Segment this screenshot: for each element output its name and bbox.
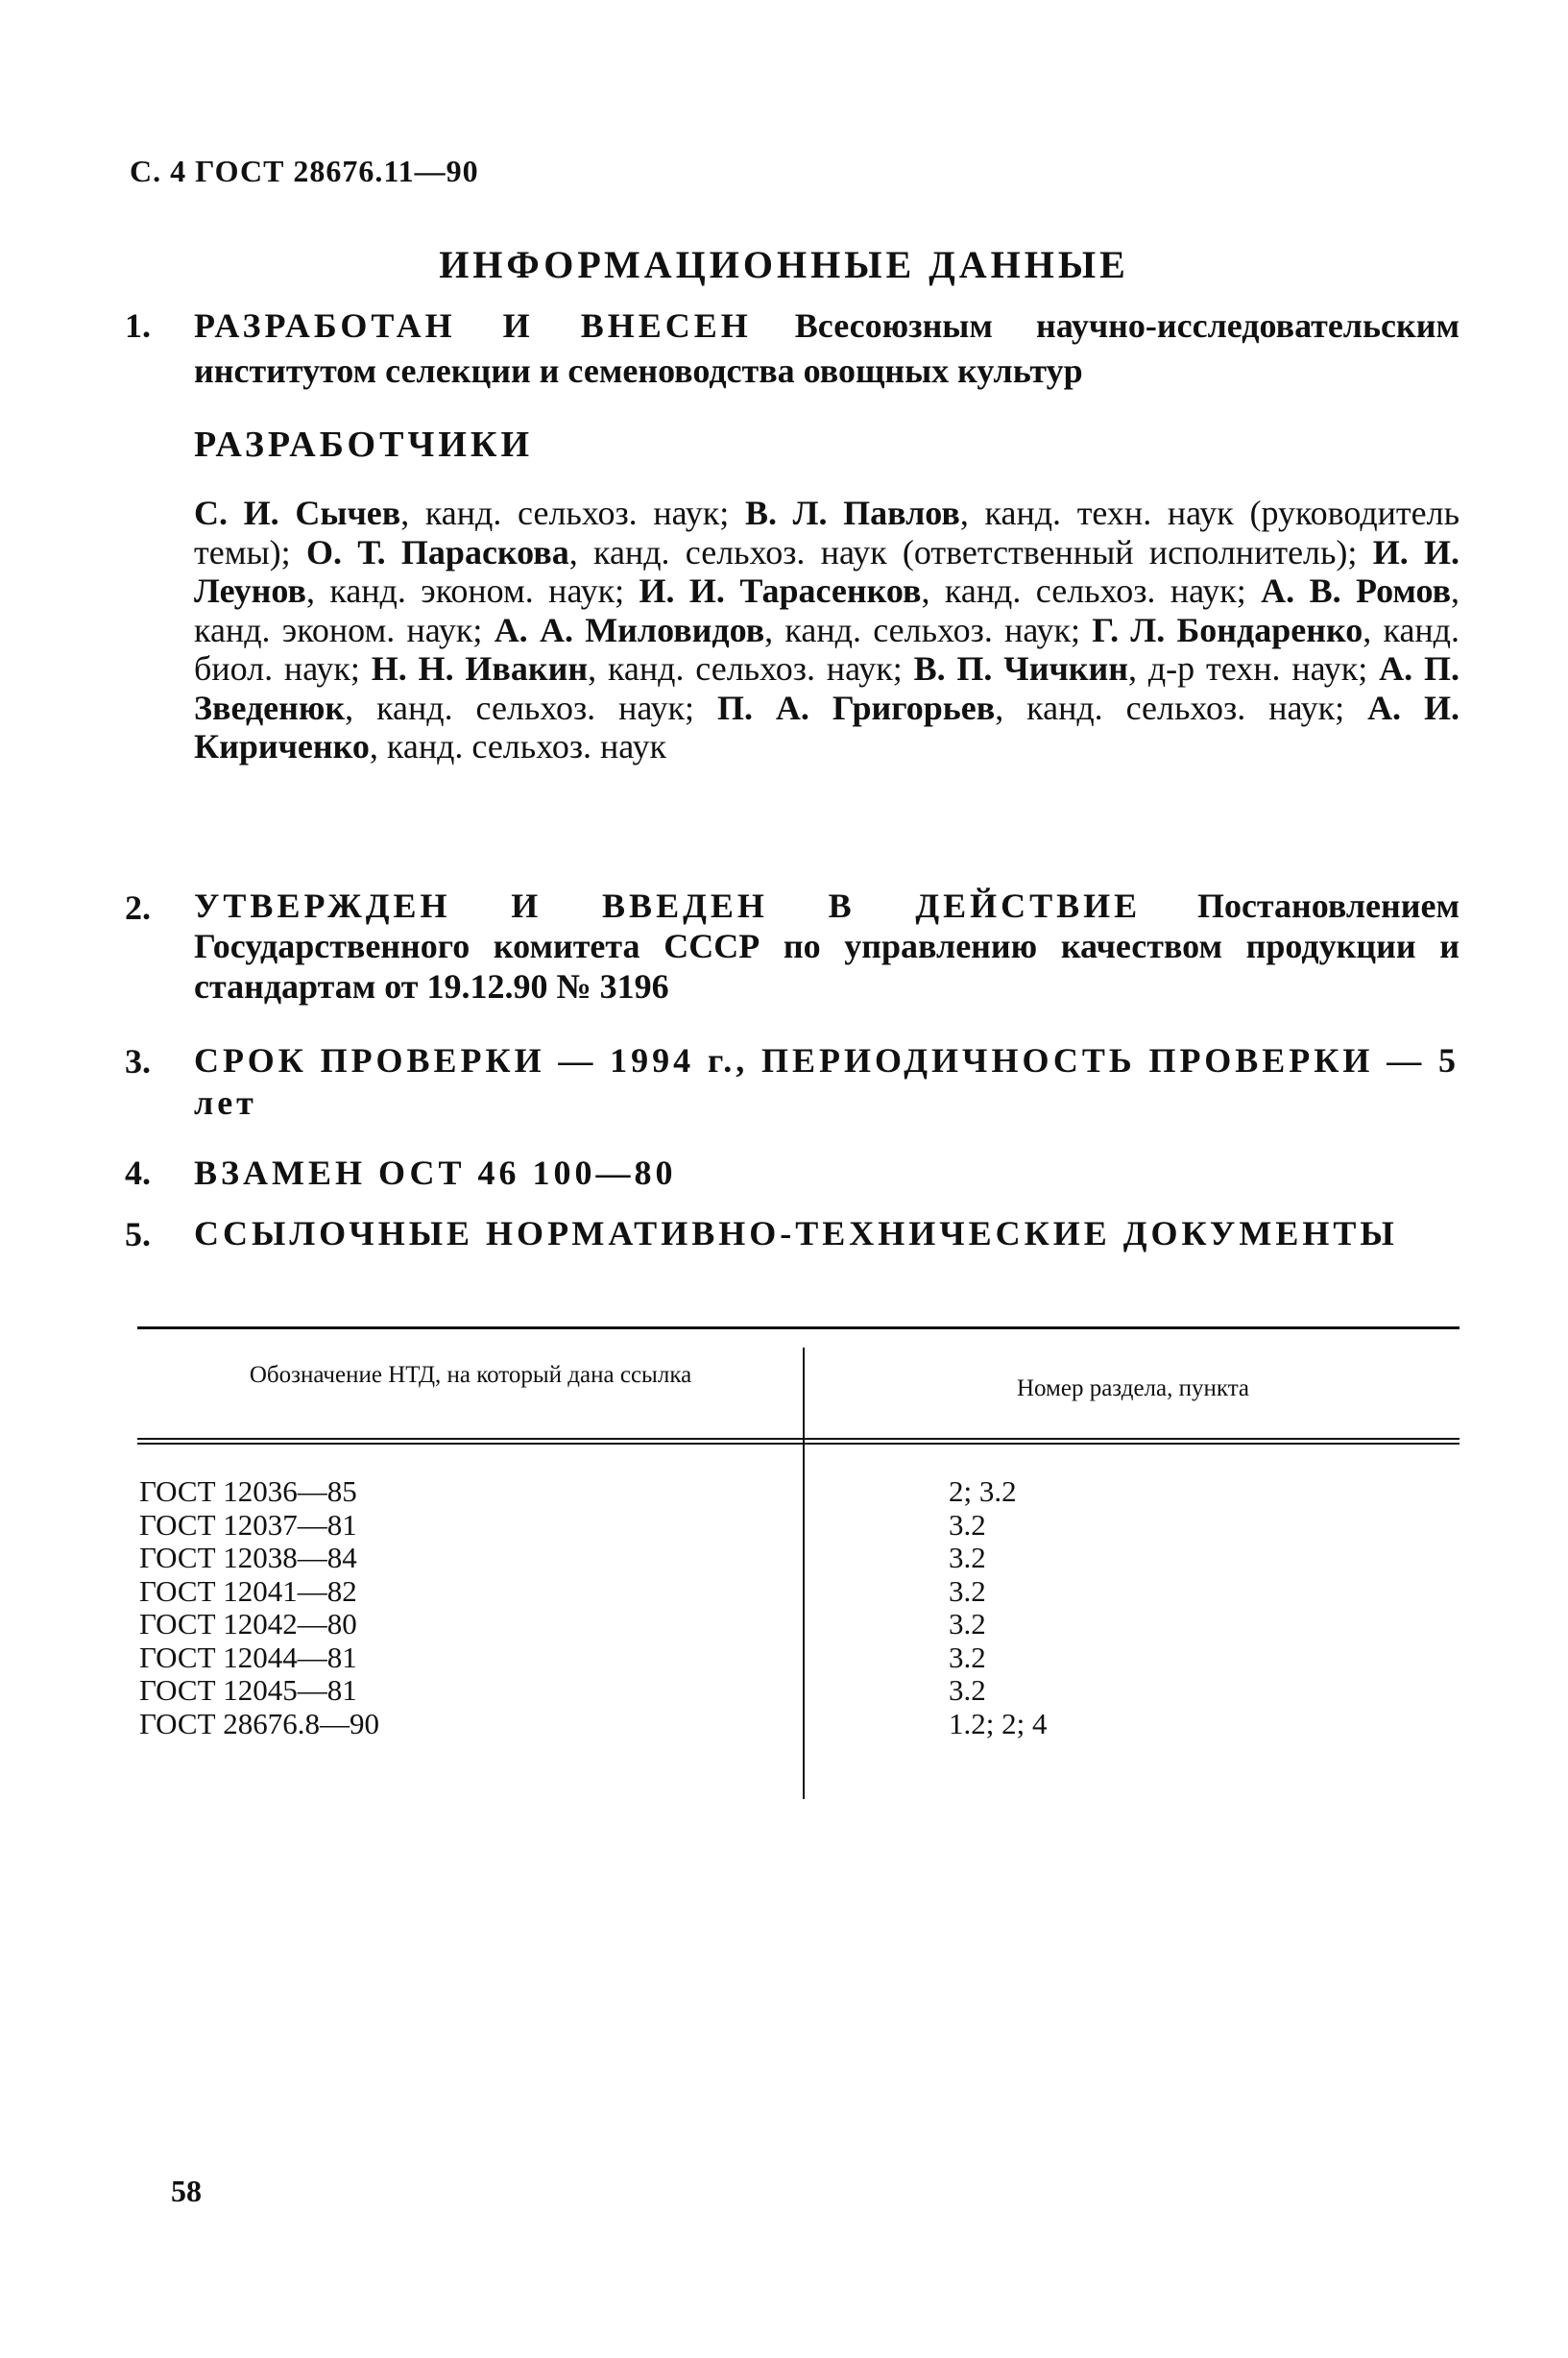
developer-role: , канд. сельхоз. наук;	[345, 688, 717, 727]
item-2	[125, 886, 1459, 1007]
developers-list	[194, 494, 1459, 766]
item-2-heading: УТВЕРЖДЕН И ВВЕДЕН В ДЕЙСТВИЕ	[194, 887, 1142, 925]
item-4-text: ВЗАМЕН ОСТ 46 100—80	[194, 1154, 677, 1192]
item-3-text: СРОК ПРОВЕРКИ — 1994 г., ПЕРИОДИЧНОСТЬ ПРОВЕРКИ — 5 лет	[194, 1041, 1459, 1122]
developer-name: И. И. Леунов	[194, 532, 1459, 610]
item-1-heading: РАЗРАБОТАН И ВНЕСЕН	[194, 306, 752, 345]
developer-role: , канд. сельхоз. наук;	[588, 649, 914, 688]
table-column-divider	[803, 1348, 805, 1799]
developer-name: Н. Н. Ивакин	[371, 649, 589, 688]
table-cell-designation: ГОСТ 12044—81	[139, 1640, 357, 1674]
developer-role: , канд. сельхоз. наук;	[400, 494, 745, 532]
developer-role: , канд. сельхоз. наук;	[995, 688, 1368, 727]
developer-role: , канд. сельхоз. наук (ответственный исполнитель);	[568, 532, 1373, 571]
table-cell-section: 3.2	[949, 1640, 986, 1674]
table-cell-section: 3.2	[949, 1673, 986, 1707]
table-cell-section: 3.2	[949, 1607, 986, 1641]
item-2-number: 2.	[125, 888, 151, 927]
table-cell-designation: ГОСТ 12041—82	[139, 1573, 357, 1608]
table-cell-designation: ГОСТ 12042—80	[139, 1607, 357, 1641]
page-header: С. 4 ГОСТ 28676.11—90	[130, 154, 479, 188]
developer-role: , канд. сельхоз. наук;	[764, 610, 1093, 649]
item-5	[125, 1212, 1459, 1254]
table-column-designations	[139, 1475, 763, 1740]
table-header-rule-2	[137, 1443, 1459, 1445]
developer-role: , канд. эконом. наук;	[305, 571, 639, 610]
developer-name: О. Т. Параскова	[305, 532, 569, 571]
table-header-rule-1	[137, 1438, 1459, 1440]
developer-name: А. В. Ромов	[1261, 571, 1452, 610]
developer-role: , канд. эконом. наук;	[194, 571, 1460, 649]
developer-name: Г. Л. Бондаренко	[1092, 610, 1363, 649]
document-title: ИНФОРМАЦИОННЫЕ ДАННЫЕ	[439, 243, 1129, 286]
developer-name: С. И. Сычев	[194, 494, 401, 532]
table-cell-designation: ГОСТ 28676.8—90	[139, 1706, 380, 1740]
table-cell-designation: ГОСТ 12045—81	[139, 1673, 357, 1707]
developer-name: А. П. Зведенюк	[194, 649, 1459, 727]
item-2-text: Постановлением Государственного комитета СССР по управлению качеством продукции и стандартам от 19.12.90 № 3196	[194, 887, 1460, 1006]
table-cell-designation: ГОСТ 12036—85	[139, 1474, 357, 1508]
item-5-text: ССЫЛОЧНЫЕ НОРМАТИВНО-ТЕХНИЧЕСКИЕ ДОКУМЕНТЫ	[194, 1214, 1398, 1252]
item-3-number: 3.	[125, 1042, 151, 1081]
table-cell-section: 3.2	[949, 1507, 986, 1542]
developer-role: , д-р техн. наук;	[1127, 649, 1380, 688]
item-1-text: Всесоюзным научно-исследовательским институтом селекции и семеноводства овощных культур	[194, 306, 1460, 390]
developer-role: , канд. техн. наук (руководитель темы);	[194, 494, 1460, 571]
developer-name: В. Л. Павлов	[744, 494, 960, 532]
developer-role: , канд. сельхоз. наук;	[921, 571, 1262, 610]
table-cell-section: 1.2; 2; 4	[949, 1706, 1048, 1740]
item-4-number: 4.	[125, 1154, 151, 1192]
item-3	[125, 1039, 1459, 1124]
table-top-rule	[137, 1326, 1459, 1329]
table-header-designation: Обозначение НТД, на который дана ссылка	[249, 1362, 692, 1388]
page-number: 58	[171, 2174, 202, 2208]
developer-name: А. И. Кириченко	[194, 688, 1460, 766]
table-column-sections	[949, 1475, 1429, 1740]
developers-heading: РАЗРАБОТЧИКИ	[194, 425, 534, 465]
table-cell-designation: ГОСТ 12037—81	[139, 1507, 357, 1542]
developer-name: А. А. Миловидов	[494, 610, 765, 649]
developer-name: В. П. Чичкин	[913, 649, 1128, 688]
table-cell-section: 2; 3.2	[949, 1474, 1017, 1508]
item-1-number: 1.	[125, 306, 151, 345]
table-cell-section: 3.2	[949, 1541, 986, 1574]
developer-name: И. И. Тарасенков	[639, 571, 922, 610]
developer-role: , канд. биол. наук;	[194, 610, 1460, 688]
item-5-number: 5.	[125, 1215, 151, 1253]
developer-name: П. А. Григорьев	[716, 688, 996, 727]
table-cell-designation: ГОСТ 12038—84	[139, 1541, 357, 1574]
item-1	[125, 304, 1459, 394]
table-header-section: Номер раздела, пункта	[1016, 1375, 1250, 1401]
table-cell-section: 3.2	[949, 1573, 986, 1608]
item-4	[125, 1151, 1459, 1196]
developer-role: , канд. сельхоз. наук	[369, 727, 666, 766]
